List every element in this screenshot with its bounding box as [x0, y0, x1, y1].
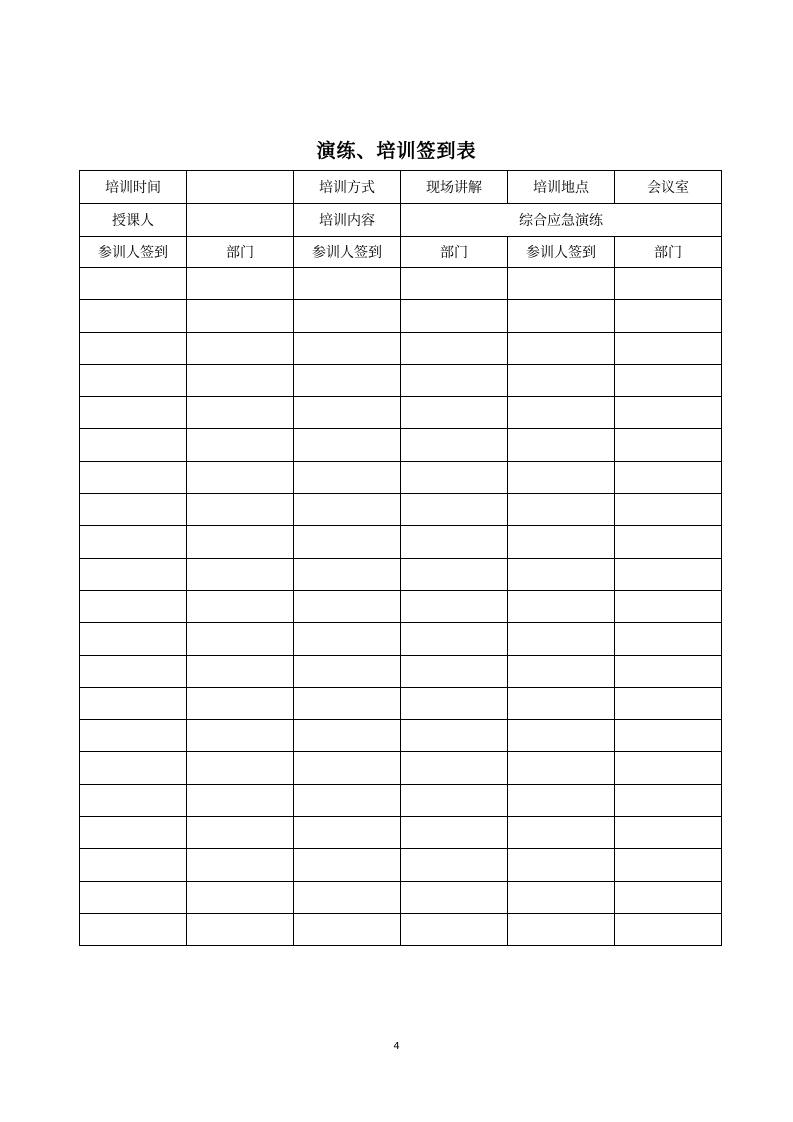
signature-cell[interactable] — [294, 817, 401, 849]
signature-row — [80, 817, 722, 849]
department-cell[interactable] — [187, 720, 294, 752]
signature-cell[interactable] — [508, 429, 615, 461]
training-time-label: 培训时间 — [80, 171, 187, 204]
signature-cell[interactable] — [294, 429, 401, 461]
signature-row — [80, 913, 722, 945]
department-cell[interactable] — [615, 429, 722, 461]
signature-cell[interactable] — [80, 881, 187, 913]
department-cell[interactable] — [187, 655, 294, 687]
signature-cell[interactable] — [294, 364, 401, 396]
department-cell[interactable] — [401, 752, 508, 784]
signature-cell[interactable] — [294, 655, 401, 687]
signature-cell[interactable] — [294, 397, 401, 429]
signature-cell[interactable] — [80, 558, 187, 590]
signature-cell[interactable] — [80, 461, 187, 493]
info-row-2 — [80, 204, 722, 237]
signature-cell[interactable] — [80, 300, 187, 332]
signature-cell[interactable] — [294, 752, 401, 784]
signature-cell[interactable] — [508, 881, 615, 913]
department-cell[interactable] — [187, 268, 294, 300]
department-cell[interactable] — [401, 913, 508, 945]
department-cell[interactable] — [615, 268, 722, 300]
signature-cell[interactable] — [80, 849, 187, 881]
department-cell[interactable] — [401, 558, 508, 590]
signature-cell[interactable] — [80, 268, 187, 300]
signature-cell[interactable] — [508, 817, 615, 849]
signature-row — [80, 429, 722, 461]
department-cell[interactable] — [187, 881, 294, 913]
department-cell[interactable] — [615, 817, 722, 849]
department-cell[interactable] — [187, 364, 294, 396]
signature-cell[interactable] — [508, 687, 615, 719]
signature-cell[interactable] — [80, 332, 187, 364]
signature-row — [80, 849, 722, 881]
signature-cell[interactable] — [294, 913, 401, 945]
department-cell[interactable] — [401, 364, 508, 396]
signature-cell[interactable] — [80, 913, 187, 945]
department-cell[interactable] — [615, 849, 722, 881]
department-cell[interactable] — [187, 526, 294, 558]
column-header: 参训人签到 — [508, 237, 615, 268]
signature-cell[interactable] — [508, 558, 615, 590]
department-cell[interactable] — [401, 300, 508, 332]
signature-cell[interactable] — [294, 687, 401, 719]
department-cell[interactable] — [187, 494, 294, 526]
department-cell[interactable] — [401, 494, 508, 526]
department-cell[interactable] — [187, 752, 294, 784]
signature-cell[interactable] — [294, 881, 401, 913]
training-content-label: 培训内容 — [294, 204, 401, 237]
department-cell[interactable] — [615, 364, 722, 396]
department-cell[interactable] — [401, 332, 508, 364]
signature-cell[interactable] — [508, 913, 615, 945]
signature-cell[interactable] — [80, 720, 187, 752]
department-cell[interactable] — [615, 461, 722, 493]
department-cell[interactable] — [187, 332, 294, 364]
signature-cell[interactable] — [80, 784, 187, 816]
column-header-row — [80, 237, 722, 268]
signature-cell[interactable] — [508, 784, 615, 816]
signature-cell[interactable] — [80, 752, 187, 784]
department-cell[interactable] — [187, 397, 294, 429]
signature-cell[interactable] — [80, 590, 187, 622]
signature-cell[interactable] — [294, 526, 401, 558]
department-cell[interactable] — [401, 268, 508, 300]
training-location-label: 培训地点 — [508, 171, 615, 204]
signature-row — [80, 461, 722, 493]
info-row-1 — [80, 171, 722, 204]
signature-cell[interactable] — [80, 364, 187, 396]
department-cell[interactable] — [401, 526, 508, 558]
department-cell[interactable] — [615, 590, 722, 622]
department-cell[interactable] — [187, 429, 294, 461]
department-cell[interactable] — [615, 397, 722, 429]
signature-cell[interactable] — [80, 397, 187, 429]
department-cell[interactable] — [401, 461, 508, 493]
department-cell[interactable] — [187, 590, 294, 622]
signature-cell[interactable] — [508, 300, 615, 332]
signature-cell[interactable] — [294, 332, 401, 364]
signature-cell[interactable] — [508, 590, 615, 622]
signature-row — [80, 364, 722, 396]
department-cell[interactable] — [187, 558, 294, 590]
signature-cell[interactable] — [508, 397, 615, 429]
signature-cell[interactable] — [508, 849, 615, 881]
department-cell[interactable] — [615, 687, 722, 719]
department-cell[interactable] — [615, 558, 722, 590]
signature-cell[interactable] — [508, 623, 615, 655]
signature-cell[interactable] — [508, 332, 615, 364]
column-header: 参训人签到 — [294, 237, 401, 268]
sign-in-table — [79, 170, 722, 946]
instructor-label: 授课人 — [80, 204, 187, 237]
signature-cell[interactable] — [508, 526, 615, 558]
column-header: 部门 — [187, 237, 294, 268]
signature-row — [80, 623, 722, 655]
signature-cell[interactable] — [294, 558, 401, 590]
column-header: 部门 — [401, 237, 508, 268]
department-cell[interactable] — [401, 590, 508, 622]
signature-cell[interactable] — [80, 429, 187, 461]
department-cell[interactable] — [401, 849, 508, 881]
signature-row — [80, 687, 722, 719]
signature-row — [80, 590, 722, 622]
signature-cell[interactable] — [80, 817, 187, 849]
department-cell[interactable] — [615, 881, 722, 913]
department-cell[interactable] — [401, 784, 508, 816]
signature-row — [80, 300, 722, 332]
department-cell[interactable] — [187, 687, 294, 719]
signature-cell[interactable] — [80, 494, 187, 526]
document-title: 演练、培训签到表 — [316, 140, 477, 162]
department-cell[interactable] — [615, 623, 722, 655]
signature-row — [80, 332, 722, 364]
department-cell[interactable] — [401, 623, 508, 655]
training-method-label: 培训方式 — [294, 171, 401, 204]
instructor-value[interactable] — [187, 204, 294, 237]
signature-cell[interactable] — [294, 461, 401, 493]
department-cell[interactable] — [615, 332, 722, 364]
signature-cell[interactable] — [80, 623, 187, 655]
department-cell[interactable] — [187, 913, 294, 945]
signature-cell[interactable] — [508, 752, 615, 784]
department-cell[interactable] — [187, 849, 294, 881]
signature-row — [80, 784, 722, 816]
training-method-value: 现场讲解 — [401, 171, 508, 204]
signature-cell[interactable] — [294, 268, 401, 300]
training-time-value[interactable] — [187, 171, 294, 204]
signature-row — [80, 720, 722, 752]
department-cell[interactable] — [187, 300, 294, 332]
department-cell[interactable] — [401, 817, 508, 849]
department-cell[interactable] — [615, 300, 722, 332]
department-cell[interactable] — [187, 623, 294, 655]
signature-row — [80, 526, 722, 558]
signature-cell[interactable] — [80, 526, 187, 558]
signature-cell[interactable] — [508, 364, 615, 396]
department-cell[interactable] — [615, 752, 722, 784]
department-cell[interactable] — [615, 655, 722, 687]
signature-cell[interactable] — [294, 784, 401, 816]
signature-row — [80, 881, 722, 913]
signature-cell[interactable] — [80, 655, 187, 687]
signature-cell[interactable] — [508, 655, 615, 687]
signature-row — [80, 494, 722, 526]
signature-cell[interactable] — [294, 300, 401, 332]
department-cell[interactable] — [401, 655, 508, 687]
signature-cell[interactable] — [294, 590, 401, 622]
signature-cell[interactable] — [294, 494, 401, 526]
signature-cell[interactable] — [294, 849, 401, 881]
signature-cell[interactable] — [294, 623, 401, 655]
signature-cell[interactable] — [80, 687, 187, 719]
signature-cell[interactable] — [508, 720, 615, 752]
signature-cell[interactable] — [508, 461, 615, 493]
page-number: 4 — [393, 1041, 400, 1052]
department-cell[interactable] — [187, 784, 294, 816]
department-cell[interactable] — [615, 720, 722, 752]
training-content-value: 综合应急演练 — [401, 204, 722, 237]
signature-row — [80, 397, 722, 429]
department-cell[interactable] — [401, 720, 508, 752]
training-location-value: 会议室 — [615, 171, 722, 204]
department-cell[interactable] — [615, 494, 722, 526]
signature-cell[interactable] — [508, 494, 615, 526]
department-cell[interactable] — [615, 913, 722, 945]
department-cell[interactable] — [187, 461, 294, 493]
signature-row — [80, 268, 722, 300]
signature-row — [80, 558, 722, 590]
signature-row — [80, 752, 722, 784]
department-cell[interactable] — [401, 881, 508, 913]
department-cell[interactable] — [615, 784, 722, 816]
column-header: 部门 — [615, 237, 722, 268]
department-cell[interactable] — [187, 817, 294, 849]
signature-cell[interactable] — [294, 720, 401, 752]
signature-row — [80, 655, 722, 687]
department-cell[interactable] — [401, 397, 508, 429]
department-cell[interactable] — [401, 429, 508, 461]
department-cell[interactable] — [401, 687, 508, 719]
signature-cell[interactable] — [508, 268, 615, 300]
department-cell[interactable] — [615, 526, 722, 558]
column-header: 参训人签到 — [80, 237, 187, 268]
